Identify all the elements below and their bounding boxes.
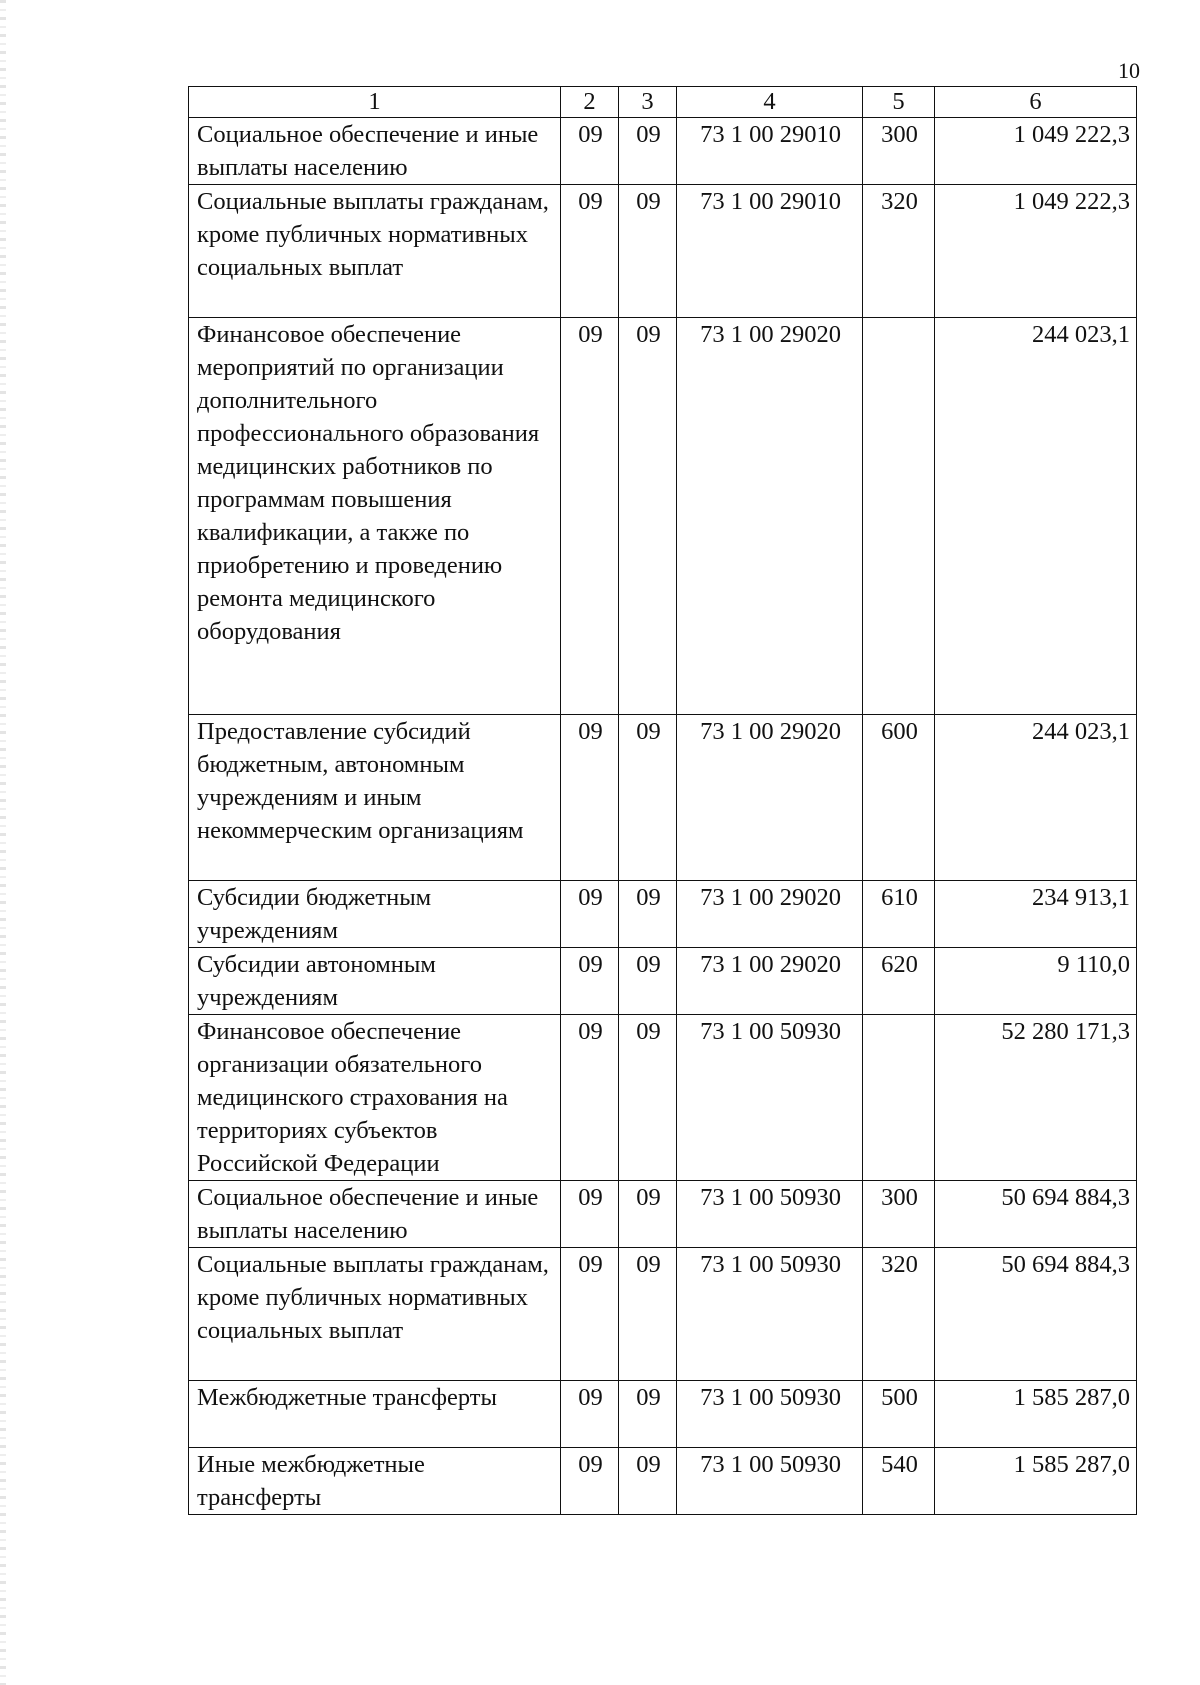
target-article-code: 73 1 00 29010 — [677, 118, 863, 185]
amount: 1 585 287,0 — [935, 1448, 1137, 1515]
section-code: 09 — [561, 318, 619, 715]
expense-type-code: 620 — [863, 948, 935, 1015]
subsection-code: 09 — [619, 318, 677, 715]
column-header: 4 — [677, 87, 863, 118]
expense-name: Субсидии бюджетным учреждениям — [189, 881, 561, 948]
page-number: 10 — [1118, 58, 1140, 83]
subsection-code: 09 — [619, 881, 677, 948]
amount: 50 694 884,3 — [935, 1181, 1137, 1248]
amount: 244 023,1 — [935, 318, 1137, 715]
expense-name: Межбюджетные трансферты — [189, 1381, 561, 1448]
expense-name: Социальное обеспечение и иные выплаты населению — [189, 1181, 561, 1248]
section-code: 09 — [561, 1181, 619, 1248]
target-article-code: 73 1 00 29020 — [677, 881, 863, 948]
expense-type-code: 610 — [863, 881, 935, 948]
section-code: 09 — [561, 1015, 619, 1181]
section-code: 09 — [561, 185, 619, 318]
subsection-code: 09 — [619, 948, 677, 1015]
target-article-code: 73 1 00 29020 — [677, 318, 863, 715]
table-row — [189, 118, 1137, 185]
table-row — [189, 881, 1137, 948]
expense-type-code: 500 — [863, 1381, 935, 1448]
subsection-code: 09 — [619, 185, 677, 318]
expense-name: Социальные выплаты гражданам, кроме публичных нормативных социальных выплат — [189, 185, 561, 318]
expense-name: Социальное обеспечение и иные выплаты населению — [189, 118, 561, 185]
expense-name: Финансовое обеспечение мероприятий по организации дополнительного профессионального образования медицинских работников по программам повышения квалификации, а также по приобретению и проведению ремонта медицинского оборудования — [189, 318, 561, 715]
target-article-code: 73 1 00 50930 — [677, 1381, 863, 1448]
amount: 1 049 222,3 — [935, 185, 1137, 318]
amount: 1 049 222,3 — [935, 118, 1137, 185]
table-row — [189, 715, 1137, 881]
section-code: 09 — [561, 1381, 619, 1448]
table-row — [189, 1448, 1137, 1515]
table-row — [189, 185, 1137, 318]
subsection-code: 09 — [619, 1181, 677, 1248]
target-article-code: 73 1 00 50930 — [677, 1181, 863, 1248]
section-code: 09 — [561, 118, 619, 185]
budget-table — [188, 86, 1137, 1515]
table-row — [189, 1381, 1137, 1448]
section-code: 09 — [561, 948, 619, 1015]
target-article-code: 73 1 00 50930 — [677, 1248, 863, 1381]
expense-type-code: 300 — [863, 1181, 935, 1248]
expense-type-code: 300 — [863, 118, 935, 185]
subsection-code: 09 — [619, 118, 677, 185]
expense-type-code — [863, 318, 935, 715]
expense-type-code: 540 — [863, 1448, 935, 1515]
expense-name: Социальные выплаты гражданам, кроме публичных нормативных социальных выплат — [189, 1248, 561, 1381]
amount: 9 110,0 — [935, 948, 1137, 1015]
column-header: 2 — [561, 87, 619, 118]
table-row — [189, 1015, 1137, 1181]
subsection-code: 09 — [619, 1381, 677, 1448]
target-article-code: 73 1 00 29020 — [677, 715, 863, 881]
expense-name: Иные межбюджетные трансферты — [189, 1448, 561, 1515]
expense-name: Финансовое обеспечение организации обязательного медицинского страхования на территориях субъектов Российской Федерации — [189, 1015, 561, 1181]
expense-type-code: 600 — [863, 715, 935, 881]
subsection-code: 09 — [619, 1015, 677, 1181]
table-row — [189, 1181, 1137, 1248]
expense-name: Субсидии автономным учреждениям — [189, 948, 561, 1015]
table-header-row — [189, 87, 1137, 118]
table-row — [189, 318, 1137, 715]
subsection-code: 09 — [619, 1248, 677, 1381]
amount: 1 585 287,0 — [935, 1381, 1137, 1448]
scan-edge-artifact — [0, 0, 6, 1685]
section-code: 09 — [561, 715, 619, 881]
section-code: 09 — [561, 881, 619, 948]
target-article-code: 73 1 00 50930 — [677, 1015, 863, 1181]
section-code: 09 — [561, 1248, 619, 1381]
target-article-code: 73 1 00 29010 — [677, 185, 863, 318]
target-article-code: 73 1 00 50930 — [677, 1448, 863, 1515]
amount: 52 280 171,3 — [935, 1015, 1137, 1181]
column-header: 6 — [935, 87, 1137, 118]
table-row — [189, 948, 1137, 1015]
table-row — [189, 1248, 1137, 1381]
target-article-code: 73 1 00 29020 — [677, 948, 863, 1015]
amount: 234 913,1 — [935, 881, 1137, 948]
amount: 50 694 884,3 — [935, 1248, 1137, 1381]
section-code: 09 — [561, 1448, 619, 1515]
column-header: 5 — [863, 87, 935, 118]
column-header: 1 — [189, 87, 561, 118]
expense-name: Предоставление субсидий бюджетным, автономным учреждениям и иным некоммерческим организациям — [189, 715, 561, 881]
expense-type-code — [863, 1015, 935, 1181]
expense-type-code: 320 — [863, 185, 935, 318]
column-header: 3 — [619, 87, 677, 118]
amount: 244 023,1 — [935, 715, 1137, 881]
expense-type-code: 320 — [863, 1248, 935, 1381]
subsection-code: 09 — [619, 1448, 677, 1515]
subsection-code: 09 — [619, 715, 677, 881]
